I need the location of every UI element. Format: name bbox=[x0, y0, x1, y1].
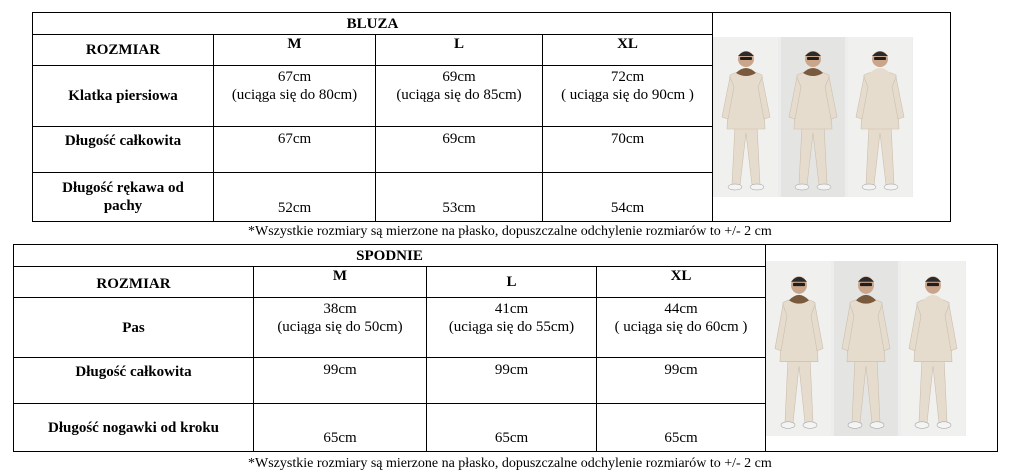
spodnie-size-m: M bbox=[254, 267, 427, 298]
value-note: (uciąga się do 50cm) bbox=[277, 319, 403, 335]
bluza-row-label-length: Długość całkowita bbox=[33, 127, 214, 173]
value-text: 38cm bbox=[323, 301, 357, 317]
bluza-chest-xl bbox=[543, 66, 713, 127]
spodnie-length-m: 99cm bbox=[254, 358, 427, 404]
bluza-sleeve-m: 52cm bbox=[214, 173, 376, 222]
bluza-product-photo bbox=[713, 13, 951, 222]
value-text: 69cm bbox=[442, 69, 476, 85]
bluza-title: BLUZA bbox=[33, 13, 713, 35]
bluza-chest-m bbox=[214, 66, 376, 127]
value-note: (uciąga się do 85cm) bbox=[396, 87, 522, 103]
model-figure bbox=[901, 261, 965, 436]
spodnie-title: SPODNIE bbox=[14, 245, 766, 267]
value-note: ( uciąga się do 60cm ) bbox=[614, 319, 748, 335]
spodnie-size-table bbox=[13, 244, 998, 452]
spodnie-rozmiar-label: ROZMIAR bbox=[14, 267, 254, 298]
spodnie-length-xl: 99cm bbox=[597, 358, 766, 404]
bluza-row-label-chest: Klatka piersiowa bbox=[33, 66, 214, 127]
spodnie-inseam-xl: 65cm bbox=[597, 404, 766, 452]
value-text: 41cm bbox=[494, 301, 529, 317]
model-figure bbox=[767, 261, 831, 436]
model-figure bbox=[848, 37, 912, 197]
spodnie-product-photo bbox=[766, 245, 998, 452]
spodnie-size-l: L bbox=[427, 267, 597, 298]
bluza-length-m: 67cm bbox=[214, 127, 376, 173]
bluza-size-table bbox=[32, 12, 951, 222]
bluza-rozmiar-label: ROZMIAR bbox=[33, 35, 214, 66]
spodnie-waist-m bbox=[254, 298, 427, 358]
value-note: (uciąga się do 80cm) bbox=[231, 87, 358, 103]
spodnie-length-l: 99cm bbox=[427, 358, 597, 404]
spodnie-waist-l bbox=[427, 298, 597, 358]
bluza-size-l: L bbox=[376, 35, 543, 66]
model-figure bbox=[781, 37, 845, 197]
model-figure bbox=[714, 37, 778, 197]
model-figure bbox=[834, 261, 898, 436]
bluza-sleeve-l: 53cm bbox=[376, 173, 543, 222]
value-note: (uciąga się do 55cm) bbox=[448, 319, 575, 335]
spodnie-waist-xl bbox=[597, 298, 766, 358]
bluza-length-l: 69cm bbox=[376, 127, 543, 173]
spodnie-inseam-m: 65cm bbox=[254, 404, 427, 452]
spodnie-models-image bbox=[766, 261, 966, 436]
value-text: 72cm bbox=[610, 69, 645, 85]
bluza-chest-l bbox=[376, 66, 543, 127]
bluza-sleeve-xl: 54cm bbox=[543, 173, 713, 222]
bluza-size-m: M bbox=[214, 35, 376, 66]
spodnie-row-label-length: Długość całkowita bbox=[14, 358, 254, 404]
spodnie-row-label-waist: Pas bbox=[14, 298, 254, 358]
bluza-row-label-sleeve: Długość rękawa od pachy bbox=[33, 173, 214, 222]
value-text: 44cm bbox=[664, 301, 698, 317]
value-note: ( uciąga się do 90cm ) bbox=[561, 87, 694, 103]
bluza-models-image bbox=[713, 37, 913, 197]
value-text: 67cm bbox=[277, 69, 312, 85]
bluza-measurement-note: *Wszystkie rozmiary są mierzone na płasko, dopuszczalne odchylenie rozmiarów to +/- 2 cm bbox=[248, 224, 772, 239]
spodnie-inseam-l: 65cm bbox=[427, 404, 597, 452]
bluza-size-xl: XL bbox=[543, 35, 713, 66]
bluza-length-xl: 70cm bbox=[543, 127, 713, 173]
spodnie-size-xl: XL bbox=[597, 267, 766, 298]
spodnie-row-label-inseam: Długość nogawki od kroku bbox=[14, 404, 254, 452]
spodnie-measurement-note: *Wszystkie rozmiary są mierzone na płasko, dopuszczalne odchylenie rozmiarów to +/- 2 cm bbox=[248, 456, 772, 471]
